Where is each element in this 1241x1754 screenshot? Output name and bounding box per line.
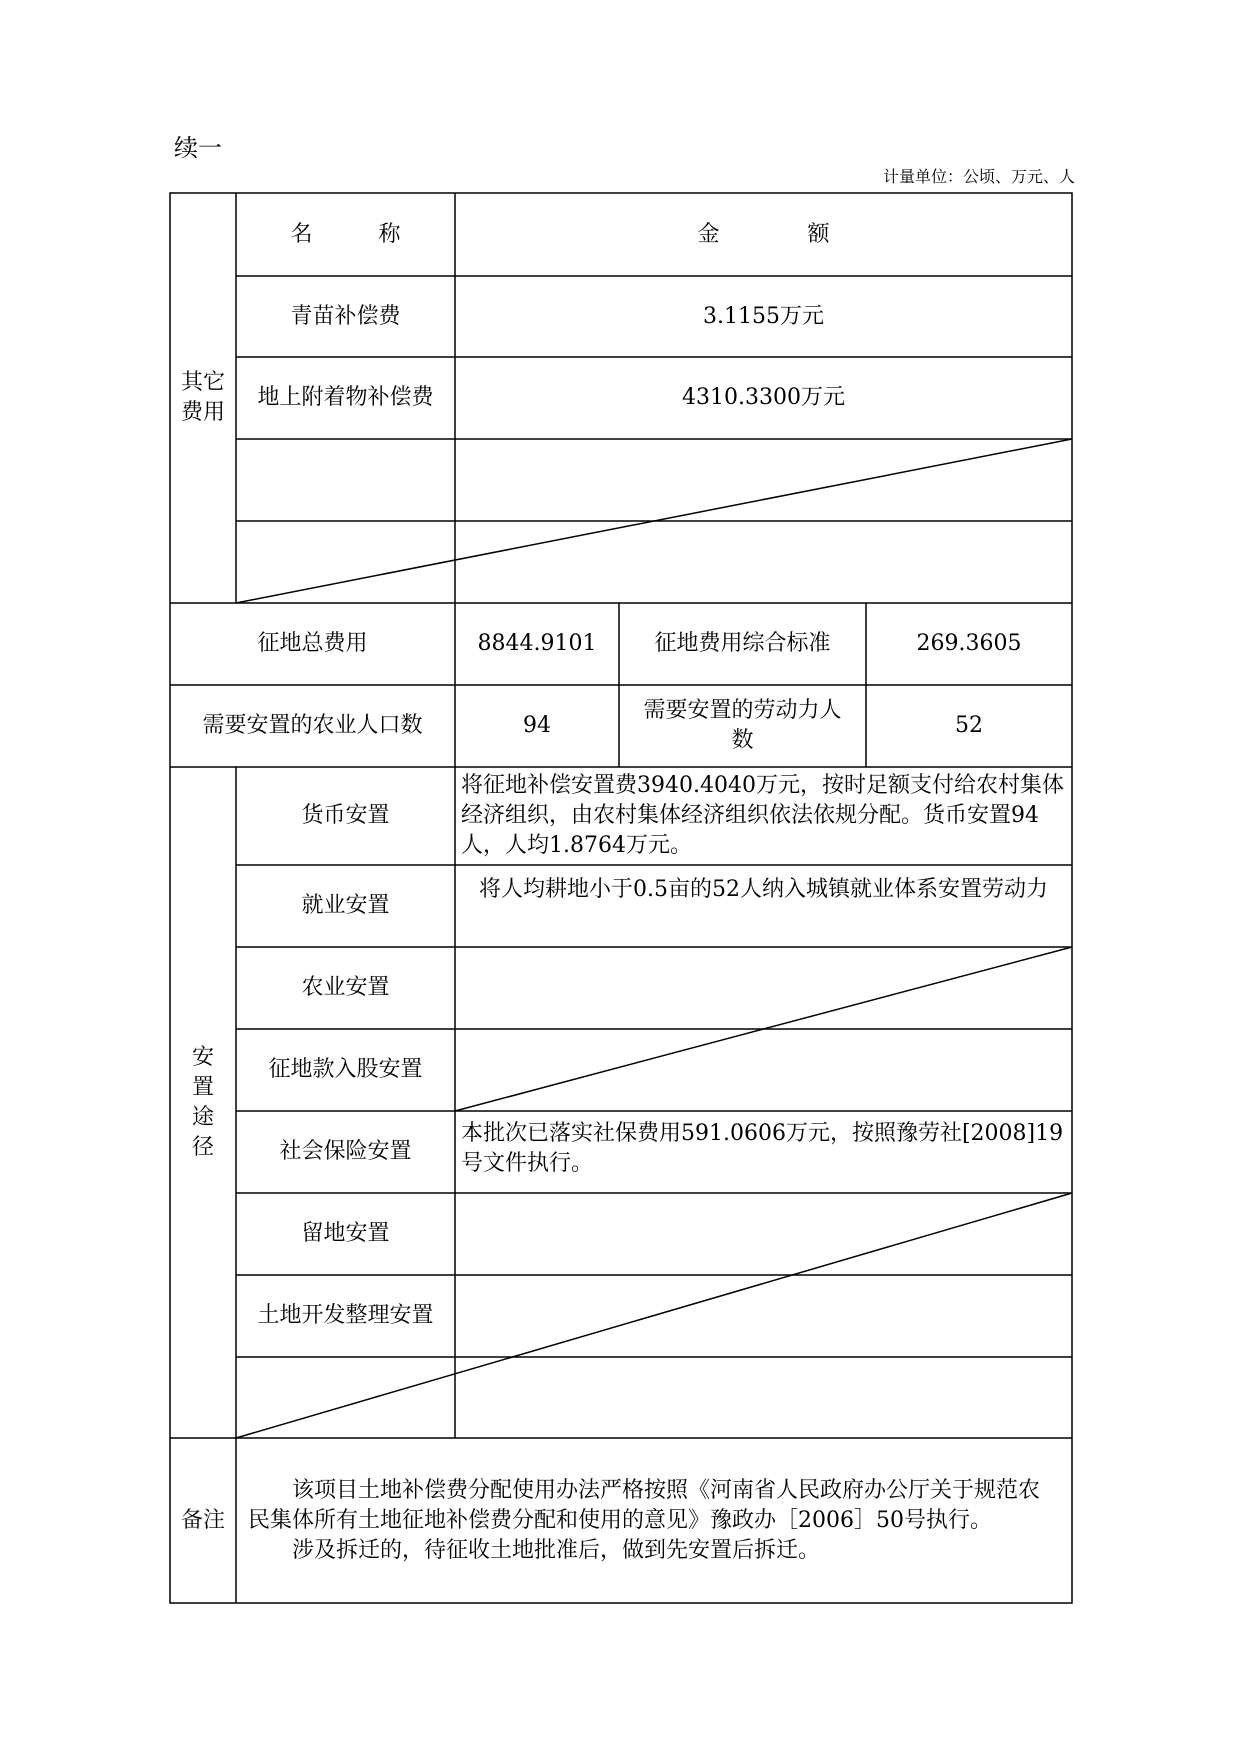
total-cost-value: 8844.9101: [477, 631, 597, 656]
fee-name: 青苗补偿费: [290, 303, 401, 329]
remarks-paragraph: 涉及拆迁的，待征收土地批准后，做到先安置后拆迁。: [292, 1537, 821, 1563]
other-fees-section-label: 其它 费用: [180, 370, 225, 425]
fee-amount: 3.1155万元: [703, 303, 824, 329]
column-header-amount: 金 额: [697, 221, 830, 247]
fee-amount: 4310.3300万元: [682, 385, 845, 410]
resettlement-method-content: 将人均耕地小于0.5亩的52人纳入城镇就业体系安置劳动力: [479, 877, 1048, 902]
resettlement-method-name: 货币安置: [301, 803, 390, 828]
column-header-name: 名 称: [290, 221, 401, 247]
resettlement-method-name: 农业安置: [301, 975, 390, 1000]
fee-name: 地上附着物补偿费: [257, 385, 434, 410]
standard-value: 269.3605: [916, 631, 1022, 656]
labor-label: 需要安置的劳动力人数: [643, 698, 842, 753]
total-cost-label: 征地总费用: [257, 631, 368, 656]
population-label: 需要安置的农业人口数: [202, 713, 423, 738]
resettlement-method-name: 土地开发整理安置: [257, 1303, 434, 1328]
resettlement-method-name: 征地款入股安置: [268, 1057, 423, 1082]
continuation-heading: 续一: [174, 134, 222, 162]
labor-value: 52: [955, 713, 983, 738]
resettlement-method-name: 社会保险安置: [279, 1139, 412, 1164]
resettlement-method-name: 就业安置: [301, 893, 390, 918]
standard-label: 征地费用综合标准: [654, 631, 831, 656]
resettlement-method-content: 将征地补偿安置费3940.4040万元，按时足额支付给农村集体经济组织，由农村集体经济组织依法依规分配。货币安置94人，人均1.8764万元。: [461, 773, 1064, 858]
resettlement-method-content: 本批次已落实社保费用591.0606万元，按照豫劳社[2008]19号文件执行。: [461, 1121, 1064, 1176]
resettlement-section-label: 安 置 途 径: [191, 1044, 214, 1160]
remarks-content: [236, 1438, 1072, 1603]
remarks-paragraph: 该项目土地补偿费分配使用办法严格按照《河南省人民政府办公厅关于规范农民集体所有土地征地补偿费分配和使用的意见》豫政办［2006］50号执行。: [248, 1477, 1041, 1533]
unit-note: 计量单位：公顷、万元、人: [882, 167, 1075, 186]
resettlement-method-name: 留地安置: [301, 1221, 390, 1246]
remarks-label: 备注: [180, 1507, 225, 1533]
population-value: 94: [523, 713, 551, 738]
